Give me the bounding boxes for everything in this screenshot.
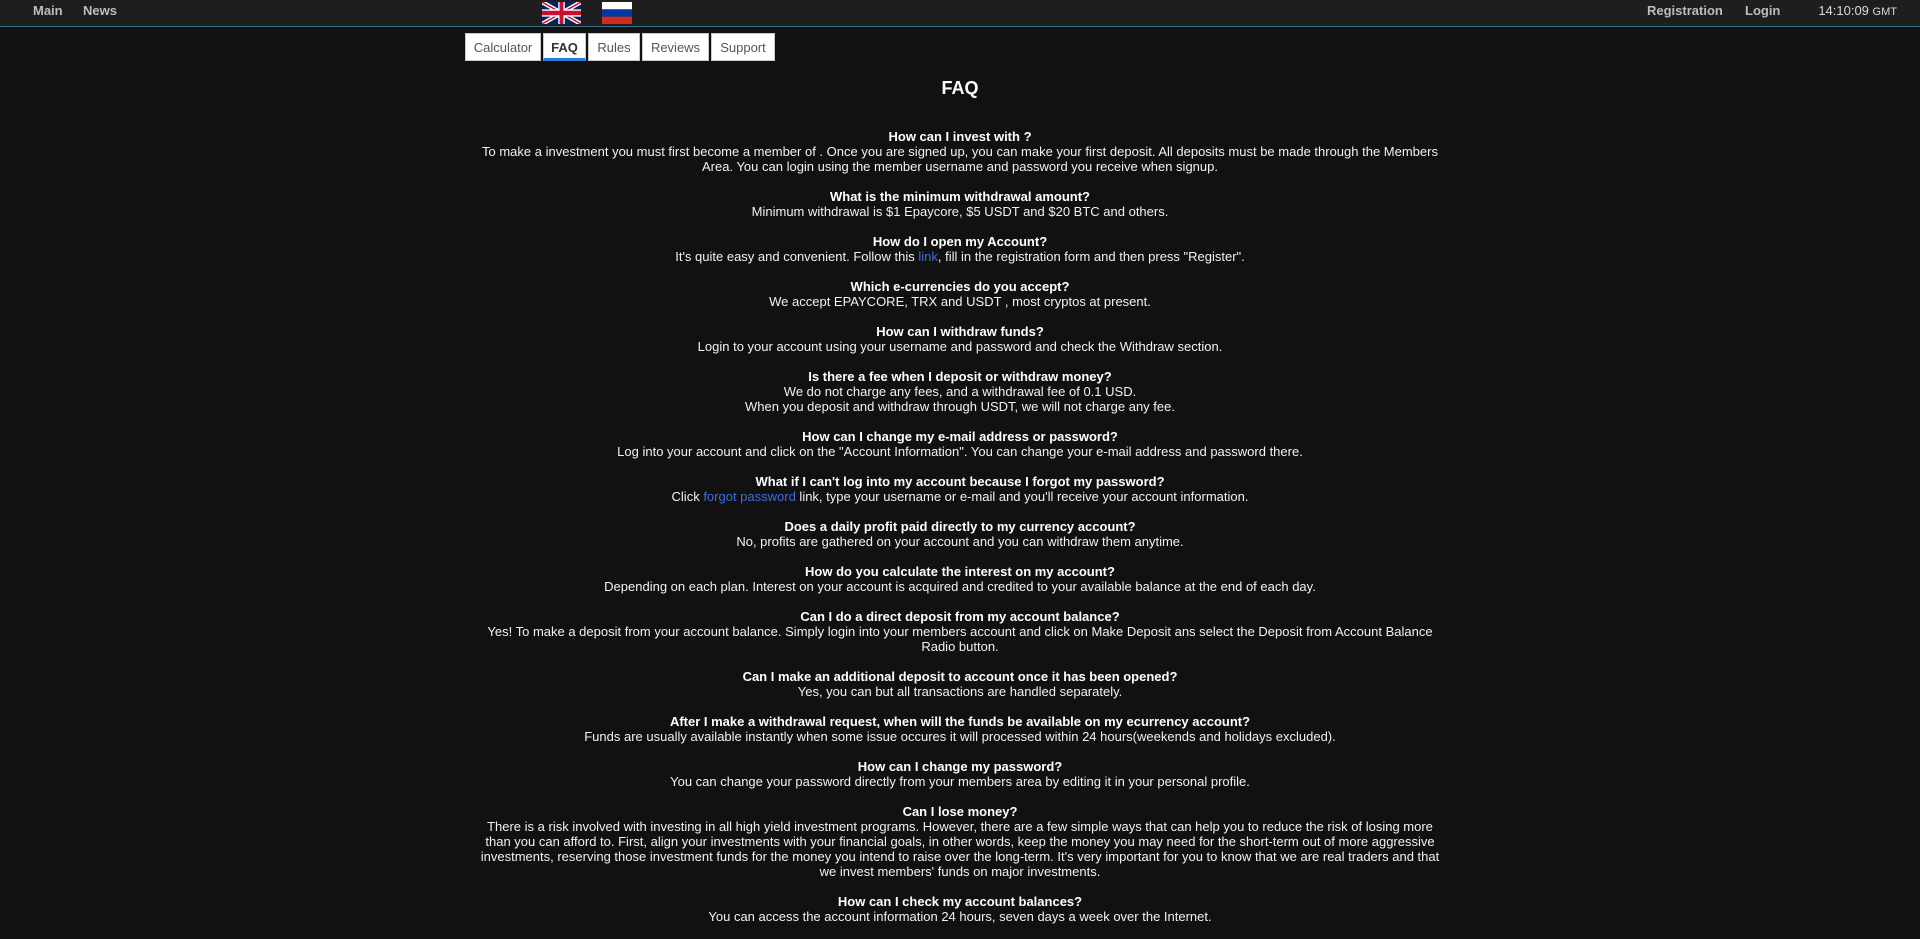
faq-answer: No, profits are gathered on your account and you can withdraw them anytime.: [736, 534, 1184, 549]
server-clock: [1818, 3, 1897, 18]
faq-answer: Log into your account and click on the "Account Information". You can change your e-mail address and password there.: [617, 444, 1303, 459]
answer-text: Click: [671, 489, 704, 504]
faq-question: What if I can't log into my account because I forgot my password?: [755, 474, 1165, 489]
faq-question: How can I change my password?: [857, 759, 1063, 774]
faq-question: How can I change my e-mail address or password?: [802, 429, 1118, 444]
faq-answer: Minimum withdrawal is $1 Epaycore, $5 USDT and $20 BTC and others.: [751, 204, 1169, 219]
faq-question: Which e-currencies do you accept?: [850, 279, 1070, 294]
faq-question: Can I lose money?: [902, 804, 1018, 819]
faq-item: [480, 189, 1440, 219]
faq-answer: Funds are usually available instantly when some issue occures it will processed within 24 hours(weekends and holidays excluded).: [584, 729, 1336, 744]
faq-list: [480, 129, 1440, 939]
page-title: FAQ: [941, 78, 979, 98]
faq-question: Is there a fee when I deposit or withdraw money?: [808, 369, 1112, 384]
faq-item: [480, 324, 1440, 354]
faq-item: [480, 279, 1440, 309]
tab-faq[interactable]: FAQ: [543, 33, 586, 61]
faq-answer: You can change your password directly from your members area by editing it in your personal profile.: [670, 774, 1250, 789]
registration-link[interactable]: link: [918, 249, 938, 264]
faq-item: [480, 129, 1440, 174]
nav-registration-link[interactable]: Registration: [1647, 3, 1723, 18]
faq-answer: To make a investment you must first become a member of . Once you are signed up, you can make your first deposit. All deposits must be made through the Members Area. You can login using the member username and password you receive when signup.: [482, 144, 1438, 174]
faq-question: Can I do a direct deposit from my account balance?: [800, 609, 1120, 624]
faq-item: [480, 369, 1440, 414]
nav-main-link[interactable]: Main: [33, 3, 63, 18]
faq-item: [480, 564, 1440, 594]
tab-rules[interactable]: Rules: [588, 33, 640, 61]
faq-answer: Depending on each plan. Interest on your account is acquired and credited to your available balance at the end of each day.: [604, 579, 1316, 594]
faq-answer: We do not charge any fees, and a withdrawal fee of 0.1 USD.: [783, 384, 1137, 399]
faq-question: How can I invest with ?: [888, 129, 1032, 144]
faq-item: [480, 714, 1440, 744]
faq-answer: We accept EPAYCORE, TRX and USDT , most cryptos at present.: [769, 294, 1151, 309]
faq-question: How do you calculate the interest on my account?: [805, 564, 1115, 579]
nav-news-link[interactable]: News: [83, 3, 117, 18]
faq-answer: There is a risk involved with investing in all high yield investment programs. However, there are a few simple ways that can help you to reduce the risk of losing more than you can afford to. First, align your investments with your financial goals, in other words, keep the money you may need for the short-term out of more aggressive investments, reserving those investment funds for the money you intend to raise over the long-term. It's very important for you to know that we are real traders and that we invest members' funds on major investments.: [480, 819, 1440, 879]
faq-item: [480, 669, 1440, 699]
answer-text: , fill in the registration form and then press "Register".: [937, 249, 1245, 264]
faq-item: [480, 429, 1440, 459]
answer-text: It's quite easy and convenient. Follow this: [675, 249, 919, 264]
faq-item: [480, 234, 1440, 264]
faq-item: [480, 609, 1440, 654]
clock-timezone: GMT: [1872, 6, 1897, 18]
faq-item: [480, 804, 1440, 879]
faq-question: Does a daily profit paid directly to my currency account?: [784, 519, 1136, 534]
faq-answer: You can access the account information 24 hours, seven days a week over the Internet.: [708, 909, 1212, 924]
answer-text: link, type your username or e-mail and you'll receive your account information.: [795, 489, 1249, 504]
faq-answer: [480, 489, 1440, 504]
tab-support[interactable]: Support: [711, 33, 775, 61]
faq-answer: Login to your account using your username and password and check the Withdraw section.: [697, 339, 1223, 354]
clock-time: 14:10:09: [1818, 3, 1869, 18]
tab-calculator[interactable]: Calculator: [465, 33, 541, 61]
faq-question: Can I make an additional deposit to account once it has been opened?: [742, 669, 1178, 684]
faq-answer: Yes, you can but all transactions are handled separately.: [797, 684, 1123, 699]
faq-question: How can I check my account balances?: [837, 894, 1083, 909]
faq-item: [480, 894, 1440, 924]
faq-question: How can I withdraw funds?: [876, 324, 1044, 339]
uk-flag-icon[interactable]: [542, 2, 581, 24]
faq-item: [480, 759, 1440, 789]
faq-question: How do I open my Account?: [872, 234, 1048, 249]
top-navbar: [0, 0, 1920, 27]
russia-flag-icon[interactable]: [602, 2, 632, 24]
nav-login-link[interactable]: Login: [1745, 3, 1781, 18]
faq-answer: Yes! To make a deposit from your account balance. Simply login into your members account and click on Make Deposit ans select the Deposit from Account Balance Radio button.: [487, 624, 1433, 654]
faq-question: After I make a withdrawal request, when will the funds be available on my ecurrency account?: [669, 714, 1251, 729]
faq-answer: [480, 249, 1440, 264]
forgot-password-link[interactable]: forgot password: [703, 489, 796, 504]
faq-question: What is the minimum withdrawal amount?: [829, 189, 1090, 204]
faq-item: [480, 474, 1440, 504]
faq-item: [480, 519, 1440, 549]
faq-answer-extra: When you deposit and withdraw through USDT, we will not charge any fee.: [745, 399, 1175, 414]
tab-reviews[interactable]: Reviews: [642, 33, 709, 61]
